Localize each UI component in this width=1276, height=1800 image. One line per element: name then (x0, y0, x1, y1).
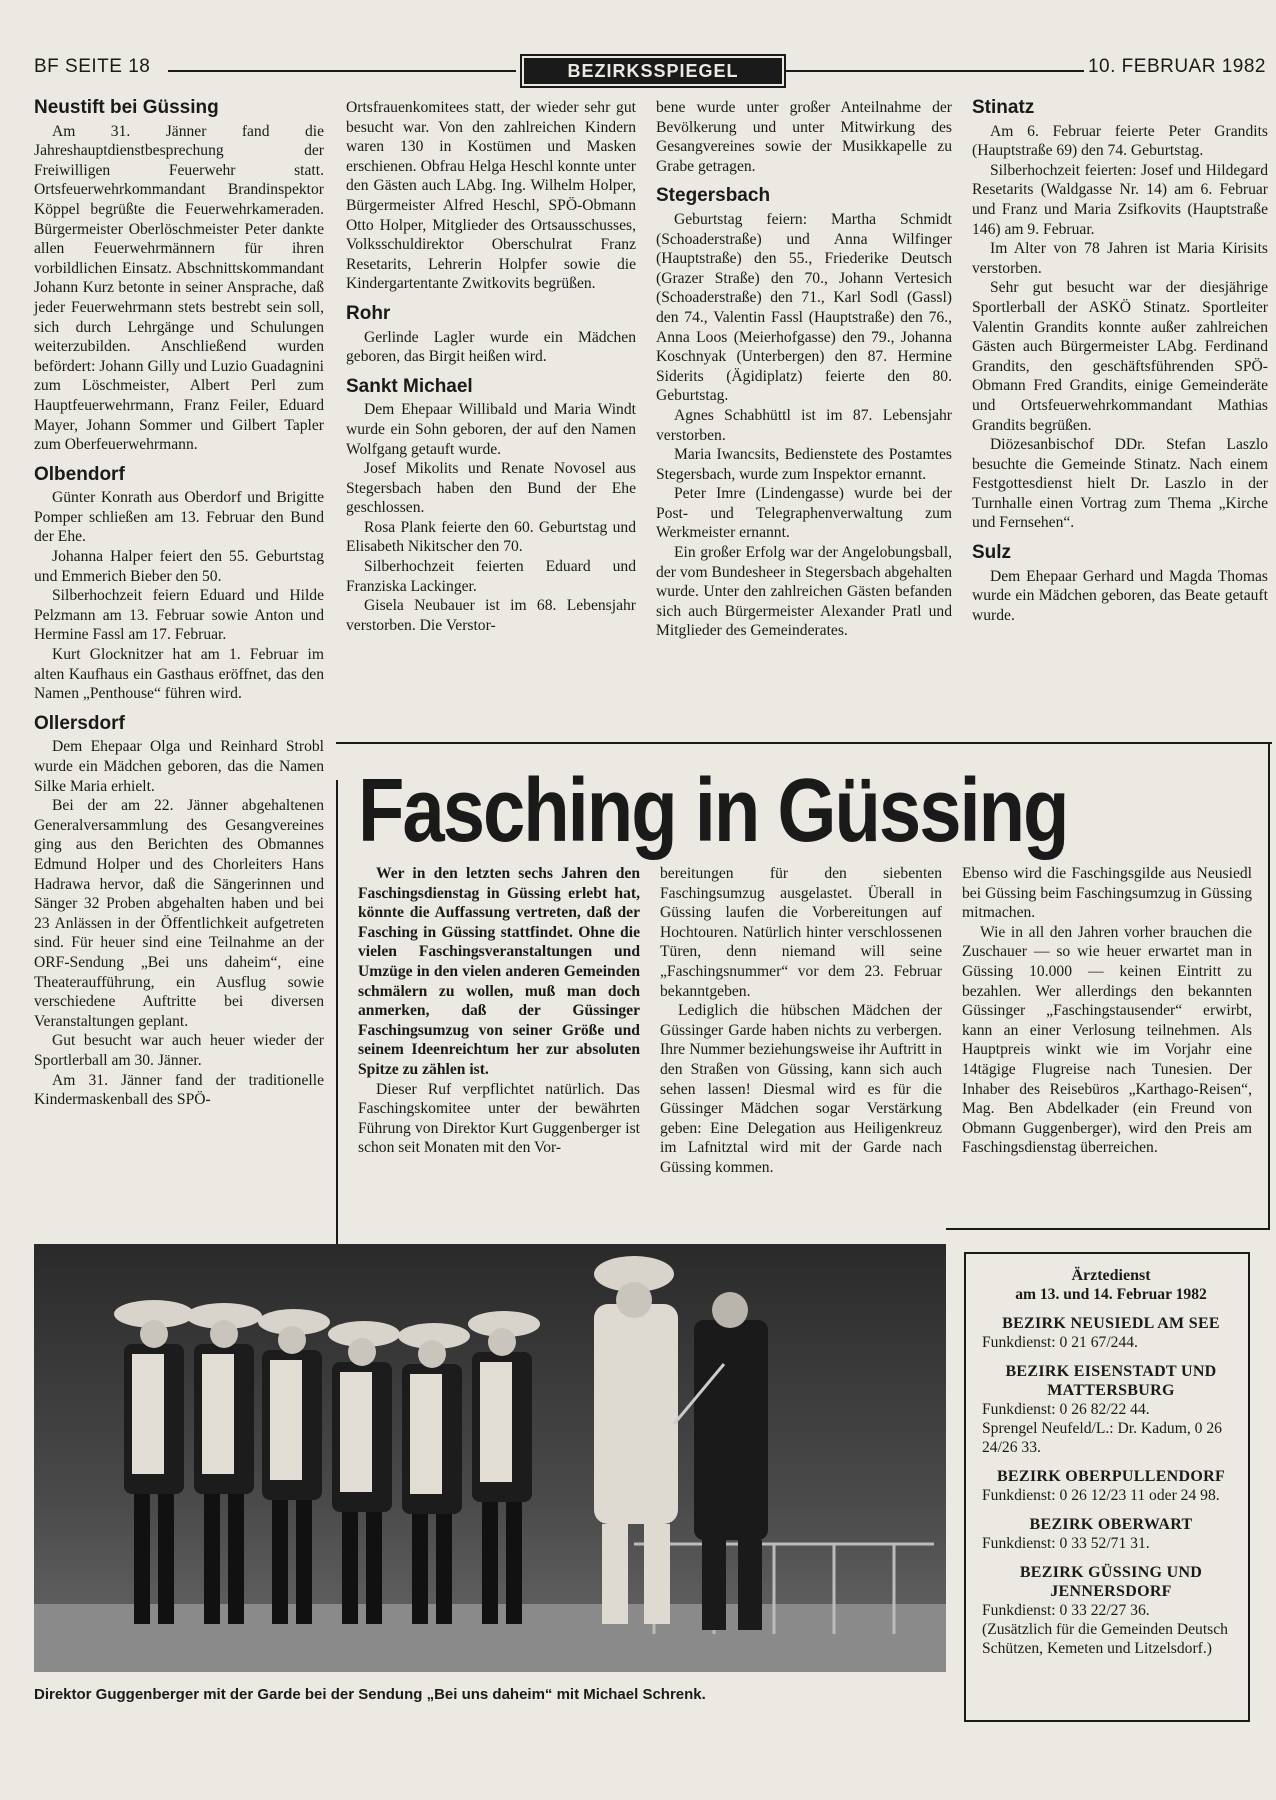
article-paragraph: Silberhochzeit feierten: Josef und Hildegard Resetarits (Waldgasse Nr. 14) am 6. Februar und Franz und Maria Zsifkovits (Hauptstraße 146) am 9. Februar. (972, 161, 1268, 238)
feature-lead: Wer in den letzten sechs Jahren den Faschingsdienstag in Güssing erlebt hat, könnte die Auffassung vertreten, daß der Fasching in Güssing stattfindet. Ohne die vielen Faschingsveranstaltungen und Umzüge in den vielen anderen Gemeinden schmälern zu wollen, muß man doch anmerken, daß der Güssinger Faschingsumzug von seiner Größe und seinem Ideenreichtum her zur absoluten Spitze zu zählen ist. (358, 865, 640, 1078)
masthead (520, 54, 786, 88)
column-rule (336, 780, 338, 1244)
article-paragraph: Bei der am 22. Jänner abgehaltenen Generalversammlung des Gesangvereines ging aus den Berichten des Obmannes Edmund Holper und des Chorleiters Hans Hadrawa hervor, daß die Sängerinnen und Sänger 32 Proben abgehalten haben und bei 23 Anlässen in der Öffentlichkeit aufgetreten sind. Für heuer sind eine Teilnahme an der ORF-Sendung „Bei uns daheim“, eine Theateraufführung, ein Ausflug sowie verschiedene Auftritte bei diversen Veranstaltungen geplant. (34, 797, 324, 1030)
aerzte-dates: am 13. und 14. Februar 1982 (1015, 1286, 1207, 1303)
section-title: Neustift bei Güssing (34, 97, 219, 118)
article-paragraph: Am 6. Februar feierte Peter Grandits (Hauptstraße 69) den 74. Geburtstag. (972, 122, 1268, 160)
article-paragraph: Wie in all den Jahren vorher brauchen die Zuschauer — so wie heuer erwartet man in Güssing 10.000 — keinen Eintritt zu bezahlen. Wer allerdings den bekannten Güssinger „Faschingstausender“ erwirbt, kann an einer Verlosung teilnehmen. Als Hauptpreis winkt wie im Vorjahr eine 14tägige Flugreise nach Tunesien. Der Inhaber des Reisebüros „Karthago-Reisen“, Mag. Ben Abdelkader (ein Freund von Obmann Guggenberger), wird den Preis am Faschingsdienstag überreichen. (962, 923, 1252, 1157)
article-paragraph: Sehr gut besucht war der diesjährige Sportlerball der ASKÖ Stinatz. Sportleiter Valentin Grandits konnte außer zahlreichen Gästen auch Bürgermeister LAbg. Ferdinand Grandits, den geschäftsführenden SPÖ-Obmann Fred Grandits, einige Gemeinderäte und Ortsfeuerwehrkommandant Mathias Grandits begrüßen. (972, 279, 1268, 434)
region-line: Funkdienst: 0 26 82/22 44. (982, 1401, 1150, 1418)
section-title: Olbendorf (34, 463, 125, 485)
article-paragraph: Agnes Schabhüttl ist im 87. Lebensjahr verstorben. (656, 406, 952, 444)
feature-column-2 (660, 864, 942, 1178)
photo-illustration (34, 1244, 946, 1672)
article-paragraph: Dem Ehepaar Gerhard und Magda Thomas wurde ein Mädchen geboren, das Beate getauft wurde. (972, 567, 1268, 624)
article-paragraph: Dem Ehepaar Olga und Reinhard Strobl wurde ein Mädchen geboren, das die Namen Silke Maria erhielt. (34, 738, 324, 795)
article-paragraph: Gisela Neubauer ist im 68. Lebensjahr verstorben. Die Verstor- (346, 597, 636, 634)
article-paragraph: Günter Konrath aus Oberdorf und Brigitte Pomper schließen am 13. Februar den Bund der Ehe. (34, 489, 324, 546)
region-name: BEZIRK NEUSIEDL AM SEE (1002, 1315, 1220, 1332)
section-title: Rohr (346, 302, 391, 324)
article-paragraph: Rosa Plank feierte den 60. Geburtstag und Elisabeth Nikitscher den 70. (346, 518, 636, 556)
section-title: Stinatz (972, 97, 1035, 118)
article-paragraph: Josef Mikolits und Renate Novosel aus Stegersbach haben den Bund der Ehe geschlossen. (346, 460, 636, 517)
section-title: Stegersbach (656, 185, 771, 207)
article-paragraph: Diözesanbischof DDr. Stefan Laszlo besuchte die Gemeinde Stinatz. Nach einem Festgottesdienst hielt Dr. Laszlo in der Turnhalle einen Vortrag zum Thema „Kirche und Fernsehen“. (972, 436, 1268, 532)
article-paragraph: Am 31. Jänner fand der traditionelle Kindermaskenball des SPÖ- (34, 1071, 324, 1109)
article-paragraph: Im Alter von 78 Jahren ist Maria Kirisits verstorben. (972, 240, 1268, 277)
article-paragraph: Gut besucht war auch heuer wieder der Sportlerball am 30. Jänner. (34, 1032, 324, 1069)
feature-column-3 (962, 864, 1252, 1158)
feature-top-rule (336, 742, 1272, 744)
column-2 (346, 98, 636, 635)
feature-headline: Fasching in Güssing (358, 760, 1068, 862)
region-name: BEZIRK OBERPULLENDORF (996, 1468, 1226, 1485)
aerztedienst-box (964, 1252, 1250, 1722)
region-name: BEZIRK OBERWART (1029, 1516, 1193, 1533)
article-paragraph: Am 31. Jänner fand die Jahreshauptdienstbesprechung der Freiwilligen Feuerwehr statt. Ortsfeuerwehrkommandant Brandinspektor Köppel begrüßte die Feuerwehrkameraden. Bürgermeister Oberlöschmeister Peter dankte allen Feuerwehrmännern für ihren vorbildlichen Einsatz. Abschnittskommandant Johann Kurz betonte in seiner Ansprache, daß jeder Feuerwehrmann stets bestrebt sein soll, sich durch Lehrgänge und Schulungen weiterzubilden. Anschließend wurden befördert: Johann Gilly und Luzio Guadagnini zum Löschmeister, Albert Perl zum Hauptfeuerwehrmann, Franz Feiler, Eduard Mayer, Johann Sommer und Gilbert Tapler zum Oberfeuerwehrmann. (34, 122, 324, 454)
article-paragraph: Silberhochzeit feierten Eduard und Franziska Lackinger. (346, 558, 636, 595)
issue-date: 10. FEBRUAR 1982 (1087, 56, 1266, 77)
section-title: Ollersdorf (34, 712, 125, 734)
region-line: Funkdienst: 0 21 67/244. (982, 1334, 1138, 1351)
region-line: Funkdienst: 0 33 52/71 31. (982, 1535, 1150, 1552)
page-number: BF SEITE 18 (34, 56, 151, 77)
article-paragraph: Johanna Halper feiert den 55. Geburtstag und Emmerich Bieber den 50. (34, 548, 324, 585)
article-paragraph: Ebenso wird die Faschingsgilde aus Neusiedl bei Güssing beim Faschingsumzug in Güssing mitmachen. (962, 865, 1252, 922)
column-4 (972, 98, 1268, 625)
article-paragraph: Dieser Ruf verpflichtet natürlich. Das Faschingskomitee unter der bewährten Führung von Direktor Kurt Guggenberger ist schon seit Monaten mit den Vor- (358, 1080, 640, 1157)
region-line: Funkdienst: 0 26 12/23 11 oder 24 98. (982, 1487, 1220, 1504)
region-name: BEZIRK EISENSTADT UND MATTERSBURG (1005, 1363, 1217, 1399)
feature-column-1 (358, 864, 640, 1158)
article-paragraph: Geburtstag feiern: Martha Schmidt (Schoaderstraße) und Anna Wilfinger (Hauptstraße) den 55., Friederike Deutsch (Grazer Straße) den 70., Johann Vertesich (Schoaderstraße) den 71., Karl Sodl (Gassl) den 74., Valentin Fassl (Hauptstraße) den 76., Anna Loos (Meierhofgasse) den 79., Johanna Koschnyak (Unterbergen) den 87. Hermine Siderits (Ägidiplatz) feierte den 80. Geburtstag. (656, 210, 952, 405)
news-photo (34, 1244, 946, 1672)
region-line: (Zusätzlich für die Gemeinden Deutsch Schützen, Kemeten und Litzelsdorf.) (982, 1621, 1228, 1657)
article-paragraph: Silberhochzeit feiern Eduard und Hilde Pelzmann am 13. Februar sowie Anton und Hermine Fassl am 17. Februar. (34, 587, 324, 644)
photo-caption: Direktor Guggenberger mit der Garde bei der Sendung „Bei uns daheim“ mit Michael Schrenk. (34, 1686, 706, 1703)
article-paragraph: Gerlinde Lagler wurde ein Mädchen geboren, das Birgit heißen wird. (346, 328, 636, 366)
article-paragraph: Kurt Glocknitzer hat am 1. Februar im alten Kaufhaus ein Gasthaus eröffnet, das den Namen „Penthouse“ führen wird. (34, 646, 324, 703)
feature-right-rule (1268, 742, 1270, 1230)
article-paragraph: bereitungen für den siebenten Faschingsumzug ausgelastet. Überall in Güssing laufen die Vorbereitungen auf Hochtouren. Natürlich hinter verschlossenen Türen, denn niemand will seine „Faschingsnummer“ vor dem 23. Februar bekanntgeben. (660, 865, 942, 1000)
region-line: Sprengel Neufeld/L.: Dr. Kadum, 0 26 24/26 33. (982, 1420, 1222, 1456)
article-paragraph: Ein großer Erfolg war der Angelobungsball, der vom Bundesheer in Stegersbach abgehalten wurde. Unter den zahlreichen Gästen befanden sich auch Bürgermeister Alexander Pratl und Mitglieder des Gemeinderates. (656, 544, 952, 640)
header-rule-right (786, 70, 1084, 72)
column-3 (656, 98, 952, 641)
masthead-text: BEZIRKSSPIEGEL (567, 61, 739, 81)
article-paragraph: Peter Imre (Lindengasse) wurde bei der Post- und Telegraphenverwaltung zum Werkmeister ernannt. (656, 485, 952, 542)
header-rule-left (168, 70, 516, 72)
section-title: Sulz (972, 542, 1012, 564)
article-paragraph: Maria Iwancsits, Bedienstete des Postamtes Stegersbach, wurde zum Inspektor ernannt. (656, 446, 952, 483)
feature-bottom-rule (946, 1228, 1270, 1230)
article-paragraph: Dem Ehepaar Willibald und Maria Windt wurde ein Sohn geboren, der auf den Namen Wolfgang getauft wurde. (346, 401, 636, 458)
aerzte-title: Ärztedienst (1071, 1267, 1151, 1284)
column-1 (34, 98, 324, 1110)
article-paragraph: Ortsfrauenkomitees statt, der wieder sehr gut besucht war. Von den zahlreichen Kindern waren 130 in Kostümen und Masken erschienen. Obfrau Helga Heschl konnte unter den Gästen auch LAbg. Ing. Wilhelm Holper, Bürgermeister Alfred Heschl, SPÖ-Obmann Otto Holper, Mitglieder des Ortsausschusses, Volksschuldirektor Oberschulrat Franz Resetarits, Lehrerin Holpfer sowie die Kindergartentante Zwitkovits begrüßen. (346, 99, 636, 293)
region-line: Funkdienst: 0 33 22/27 36. (982, 1602, 1150, 1619)
article-paragraph: Lediglich die hübschen Mädchen der Güssinger Garde haben nichts zu verbergen. Ihre Nummer beziehungsweise ihr Auftritt in den Straßen von Güssing, kann sich auch sehen lassen! Diesmal wird es für die Güssinger Mädchen sogar Verstärkung geben: Eine Delegation aus Heiligenkreuz im Lafnitztal wird mit der Garde nach Güssing kommen. (660, 1002, 942, 1176)
article-paragraph: bene wurde unter großer Anteilnahme der Bevölkerung und unter Mitwirkung des Gesangvereines sowie der Musikkapelle zu Grabe getragen. (656, 99, 952, 175)
section-title: Sankt Michael (346, 375, 473, 397)
region-name: BEZIRK GÜSSING UND JENNERSDORF (1019, 1564, 1203, 1600)
